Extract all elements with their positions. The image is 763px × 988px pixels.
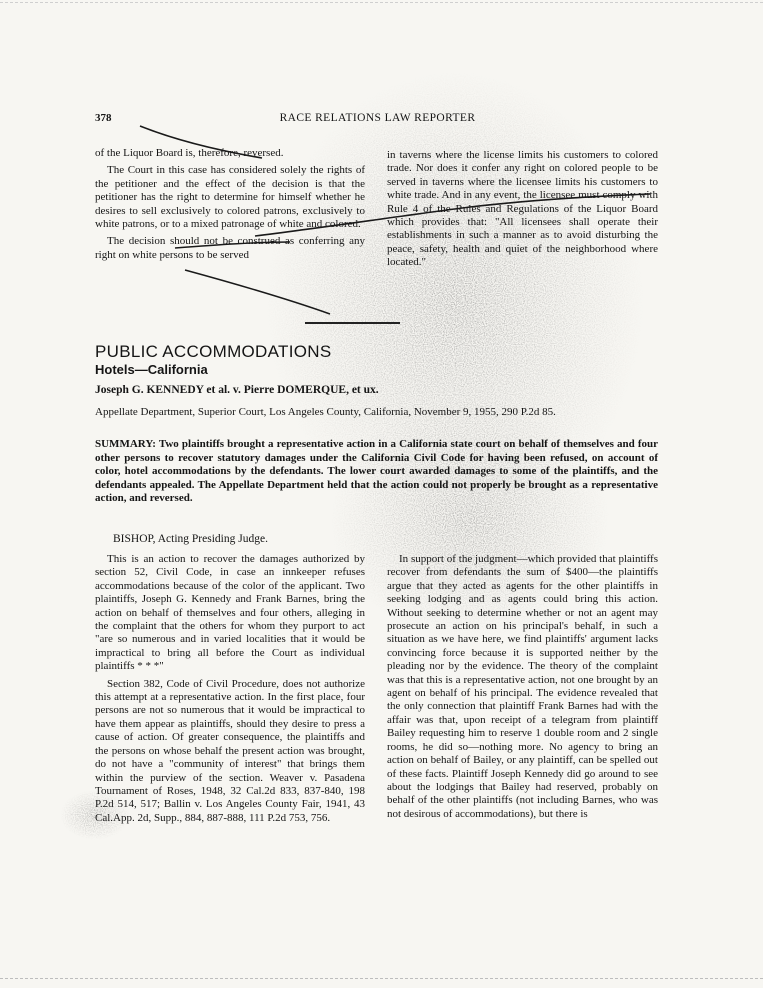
section-rule: [305, 322, 400, 324]
bottom-right-column: [387, 553, 658, 821]
paragraph: The decision should not be construed as conferring any right on white persons to be served: [95, 235, 365, 261]
paragraph: This is an action to recover the damages authorized by section 52, Civil Code, in case an innkeeper refuses accommodations because of the color of the applicant. Two plaintiffs, Joseph G. Kennedy and Frank Barnes, bring the action on behalf of themselves and four others, alleging in the complaint that the others for whom they purport to act "are so numerous and in varied localities that it would be impractical to bring all before the Court as individual plaintiffs * * *": [95, 553, 365, 673]
bottom-left-column: [95, 553, 365, 825]
paragraph: In support of the judgment—which provided that plaintiffs recover from defendants the sum of $400—the plaintiffs argue that they acted as agents for the other plaintiffs in seeking lodging and as agents could bring this action. Without seeking to determine whether or not an agent may prosecute an action on his principal's behalf, in such a situation as we have here, we find plaintiffs' argument lacks convincing force because it is supported neither by the pleading nor by the evidence. The theory of the complaint was that this is a representative action, not one brought by an agent on behalf of his principal. The evidence revealed that the only connection that plaintiff Frank Barnes had with the affair was that, upon receipt of a telegram from plaintiff Bailey requesting him to reserve 1 double room and 2 single rooms, he did so—nothing more. No agency to bring an action on behalf of Bailey, or any plaintiff, can be spelled out of these facts. Plaintiff Joseph Kennedy did go around to see about the lodgings that Bailey had reserved, probably on behalf of the other plaintiffs (not including Barnes, who was not desirous of accommodations), but there is: [387, 553, 658, 820]
section-heading: PUBLIC ACCOMMODATIONS: [95, 342, 332, 361]
case-summary: SUMMARY: Two plaintiffs brought a representative action in a California state court on behalf of themselves and four other persons to recover statutory damages under the California Civil Code for having been refused, on account of color, hotel accommodations by the defendants. The lower court awarded damages to some of the plaintiffs, and the defendants appealed. The Appellate Department held that the action could not properly be brought as a representative action, and reversed.: [95, 438, 658, 505]
running-title: RACE RELATIONS LAW REPORTER: [279, 112, 476, 124]
top-right-column: [387, 149, 658, 270]
page-number: 378: [95, 112, 112, 124]
bottom-edge-dashes: [0, 978, 763, 980]
paragraph: in taverns where the license limits his customers to colored trade. Nor does it confer any right on colored people to be served in taverns where the licensee limits his customers to white trade. And in any event, the licensee must comply with Rule 4 of the Rules and Regulations of the Liquor Board which provides that: "All licensees shall operate their establishments in such a manner as to avoid disturbing the peace, safety, health and quiet of the neighborhood where located.": [387, 149, 658, 269]
judge-name: BISHOP, Acting Presiding Judge.: [113, 533, 268, 545]
running-header: [95, 112, 660, 130]
court-citation: Appellate Department, Superior Court, Los Angeles County, California, November 9, 1955, 290 P.2d 85.: [95, 406, 556, 418]
top-left-column: [95, 147, 365, 262]
paragraph: of the Liquor Board is, therefore, reversed.: [95, 147, 284, 159]
case-caption: Joseph G. KENNEDY et al. v. Pierre DOMERQUE, et ux.: [95, 384, 379, 396]
paragraph: Section 382, Code of Civil Procedure, does not authorize this attempt at a representative action. In the first place, four persons are not so numerous that it would be impractical to have them appear as plaintiffs, should they desire to press a cause of action. Of greater consequence, the plaintiffs and the persons on whose behalf the present action was brought, do not have a "community of interest" that brings them within the purview of the section. Weaver v. Pasadena Tournament of Roses, 1948, 32 Cal.2d 833, 837-840, 198 P.2d 514, 517; Ballin v. Los Angeles County Fair, 1941, 43 Cal.App. 2d, Supp., 884, 887-888, 111 P.2d 753, 756.: [95, 677, 365, 824]
section-subheading: Hotels—California: [95, 362, 208, 377]
paragraph: The Court in this case has considered solely the rights of the petitioner and the effect of the decision is that the petitioner has the right to determine for himself whether he desires to sell exclusively to colored patrons, exclusively to white patrons, or to a mixed patronage of white and colored.: [95, 164, 365, 231]
